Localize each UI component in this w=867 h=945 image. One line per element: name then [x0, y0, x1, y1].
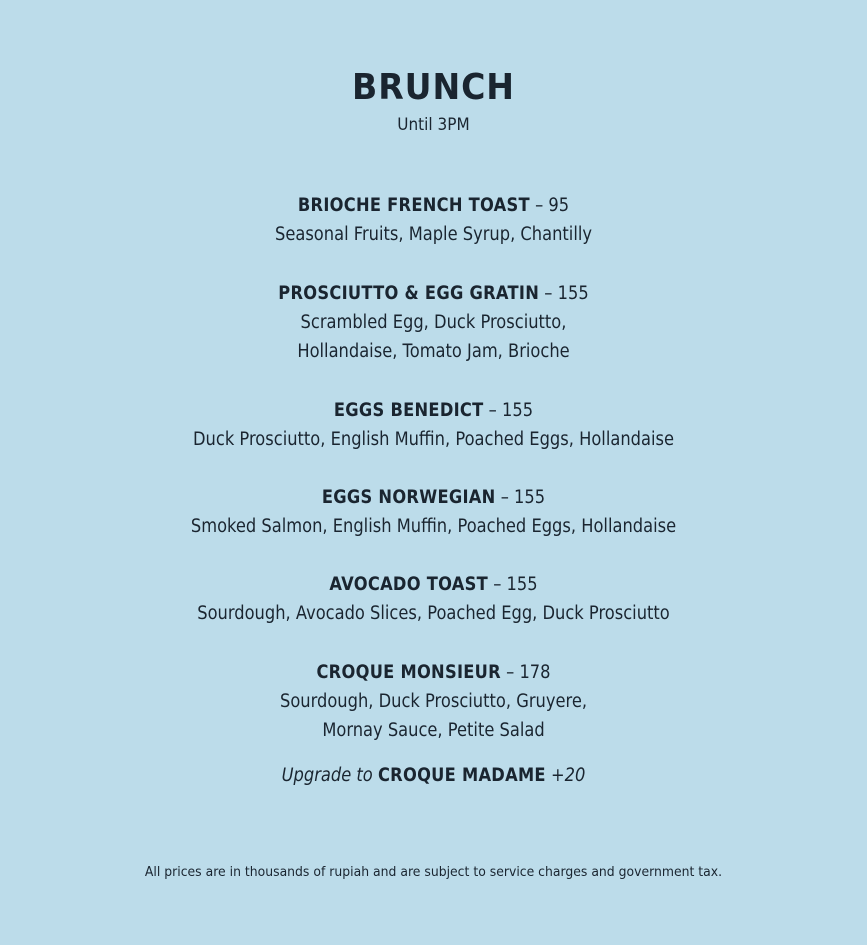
menu-item-croque-monsieur: [0, 658, 867, 745]
menu-item-price-sep: –: [544, 283, 558, 304]
menu-item-name: PROSCIUTTO & EGG GRATIN: [278, 283, 540, 304]
menu-item-name: CROQUE MONSIEUR: [316, 662, 501, 683]
menu-item-name: AVOCADO TOAST: [329, 574, 489, 595]
menu-item-price: 155: [514, 487, 546, 508]
menu-item-price-sep: –: [500, 487, 515, 508]
menu-item-description: Seasonal Fruits, Maple Syrup, Chantilly: [275, 224, 592, 245]
menu-item-price-sep: –: [493, 574, 507, 595]
menu-item-price-sep: –: [488, 400, 503, 421]
menu-item-price: 155: [506, 574, 538, 595]
menu-item-price-sep: –: [535, 195, 549, 216]
menu-item-heading: [52, 279, 815, 308]
menu-item-description: Sourdough, Duck Prosciutto, Gruyere,: [279, 691, 588, 712]
menu-item-price-sep: –: [506, 662, 520, 683]
menu-item-description: Scrambled Egg, Duck Prosciutto,: [300, 312, 567, 333]
upgrade-price: +20: [550, 765, 586, 786]
menu-item-price: 155: [557, 283, 589, 304]
upgrade-note: [52, 761, 815, 790]
menu-item-name: EGGS NORWEGIAN: [321, 487, 496, 508]
menu-item-name: EGGS BENEDICT: [333, 400, 484, 421]
menu-item-description: Hollandaise, Tomato Jam, Brioche: [297, 341, 570, 362]
upgrade-item-name: CROQUE MADAME: [377, 765, 546, 786]
menu-item-brioche-french-toast: [0, 191, 867, 249]
menu-item-heading: [52, 191, 815, 220]
menu-item-description: Duck Prosciutto, English Muffin, Poached Eggs, Hollandaise: [193, 429, 674, 450]
menu-item-eggs-benedict: [0, 396, 867, 454]
menu-item-description: Mornay Sauce, Petite Salad: [322, 720, 545, 741]
menu-title: BRUNCH: [352, 67, 515, 108]
menu-item-name: BRIOCHE FRENCH TOAST: [297, 195, 530, 216]
menu-item-price: 155: [502, 400, 534, 421]
menu-item-heading: [52, 570, 815, 599]
menu-item-price: 178: [519, 662, 551, 683]
menu-item-avocado-toast: [0, 570, 867, 628]
menu-item-description: Sourdough, Avocado Slices, Poached Egg, Duck Prosciutto: [197, 603, 670, 624]
menu-item-heading: [52, 658, 815, 687]
upgrade-prefix: Upgrade to: [281, 765, 373, 786]
menu-item-price: 95: [548, 195, 570, 216]
menu-item-heading: [52, 396, 815, 425]
price-disclaimer: All prices are in thousands of rupiah and are subject to service charges and government tax.: [144, 864, 723, 880]
menu-item-description: Smoked Salmon, English Muffin, Poached Eggs, Hollandaise: [190, 516, 677, 537]
menu-item-prosciutto-egg-gratin: [0, 279, 867, 366]
menu-item-heading: [52, 483, 815, 512]
menu-subtitle: Until 3PM: [397, 115, 470, 135]
menu-item-eggs-norwegian: [0, 483, 867, 541]
